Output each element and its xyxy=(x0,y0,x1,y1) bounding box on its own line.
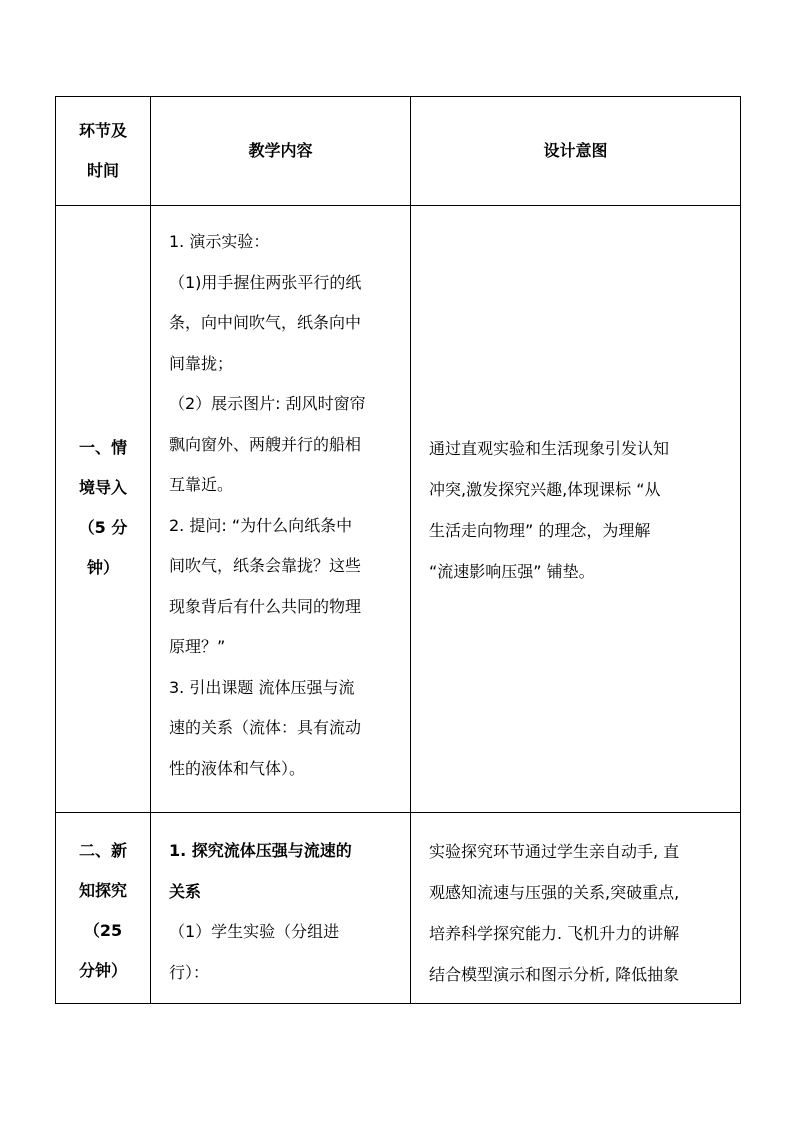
content-heading-line: 1. 探究流体压强与流速的 xyxy=(169,841,352,860)
stage-label xyxy=(56,206,150,588)
content-line: 1. 演示实验： xyxy=(169,232,270,251)
header-stage-time-line1: 环节及 xyxy=(78,121,127,140)
stage-line: 知探究 xyxy=(78,881,127,900)
header-cell-content xyxy=(151,97,411,206)
content-text xyxy=(151,206,410,789)
content-line: 现象背后有什么共同的物理 xyxy=(169,596,362,616)
content-line: 速的关系（流体：具有流动 xyxy=(169,718,362,737)
stage-cell xyxy=(56,813,151,1004)
stage-line: （25 xyxy=(83,921,123,940)
stage-line: 二、新 xyxy=(78,841,127,860)
design-text xyxy=(411,813,740,995)
header-stage-time-line2: 时间 xyxy=(86,161,119,180)
header-design-label: 设计意图 xyxy=(543,140,608,160)
stage-line: 钟） xyxy=(86,558,119,577)
design-line: 通过直观实验和生活现象引发认知 xyxy=(429,439,670,458)
design-line: 冲突,激发探究兴趣,体现课标 “从 xyxy=(429,480,661,499)
design-line: 生活走向物理” 的理念，为理解 xyxy=(429,521,651,540)
stage-line: 分钟） xyxy=(78,961,127,980)
content-cell xyxy=(151,206,411,813)
table-row xyxy=(56,206,741,813)
content-line: 飘向窗外、两艘并行的船相 xyxy=(169,434,362,454)
stage-label xyxy=(56,813,150,991)
table-header-row xyxy=(56,97,741,206)
design-line: 培养科学探究能力. 飞机升力的讲解 xyxy=(429,924,680,943)
stage-line: （5 分 xyxy=(78,518,128,537)
header-cell-stage-time xyxy=(56,97,151,206)
stage-line: 一、情 xyxy=(78,438,127,457)
design-line: 实验探究环节通过学生亲自动手, 直 xyxy=(429,842,680,861)
content-line: 原理？” xyxy=(169,637,226,656)
stage-line: 境导入 xyxy=(78,478,127,497)
design-cell xyxy=(411,813,741,1004)
content-heading-line: 关系 xyxy=(169,881,202,901)
content-line: （1)用手握住两张平行的纸 xyxy=(169,272,362,292)
content-line: 互靠近。 xyxy=(169,475,234,494)
header-cell-design xyxy=(411,97,741,206)
content-line: （2）展示图片: 刮风时窗帘 xyxy=(169,394,366,413)
table-row xyxy=(56,813,741,1004)
design-line: 结合模型演示和图示分析, 降低抽象 xyxy=(429,965,680,984)
content-line: 间靠拢； xyxy=(169,353,234,373)
lesson-plan-table xyxy=(55,96,741,1004)
content-line: 3. 引出课题 流体压强与流 xyxy=(169,677,355,697)
content-cell xyxy=(151,813,411,1004)
content-line: 条，向中间吹气，纸条向中 xyxy=(169,313,362,332)
content-text xyxy=(151,813,410,993)
header-content-label: 教学内容 xyxy=(248,140,313,160)
design-cell xyxy=(411,206,741,813)
content-line: 间吹气，纸条会靠拢？这些 xyxy=(169,556,362,575)
design-line: 观感知流速与压强的关系,突破重点, xyxy=(429,883,680,902)
design-text xyxy=(411,206,740,592)
content-line: 2. 提问: “为什么向纸条中 xyxy=(169,515,353,535)
design-line: “流速影响压强” 铺垫。 xyxy=(429,562,595,581)
content-line: 行）： xyxy=(169,962,210,982)
stage-cell xyxy=(56,206,151,813)
content-line: 性的液体和气体）。 xyxy=(169,758,306,778)
content-line: （1）学生实验（分组进 xyxy=(169,922,340,941)
